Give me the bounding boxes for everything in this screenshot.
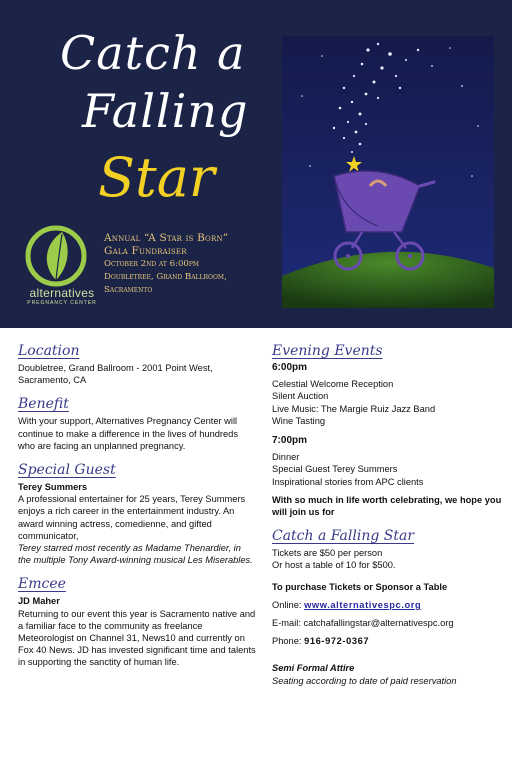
benefit-text: With your support, Alternatives Pregnancy Center will continue to make a difference in the lives of hundreds who are facing an unplanned pregnancy. — [18, 416, 238, 451]
ticket-price: Tickets are $50 per person — [272, 548, 383, 559]
event-item: Special Guest Terey Summers — [272, 464, 398, 475]
seating-text: Seating according to date of paid reservation — [272, 675, 457, 686]
website-link[interactable]: www.alternativespc.org — [304, 599, 422, 610]
guest-name: Terey Summers — [18, 482, 88, 493]
time-7pm: 7:00pm — [272, 435, 308, 447]
online-line — [272, 599, 504, 611]
left-column — [18, 342, 256, 669]
event-info — [104, 232, 272, 297]
emcee-name: JD Maher — [18, 596, 60, 607]
event-line-5: Sacramento — [104, 285, 153, 295]
event-item: Celestial Welcome Reception — [272, 379, 394, 390]
event-item: Silent Auction — [272, 391, 329, 402]
online-label: Online: — [272, 599, 302, 610]
right-column — [272, 342, 504, 687]
evening-events-heading: Evening Events — [272, 343, 383, 359]
tickets-heading: Catch a Falling Star — [272, 528, 415, 545]
title-line-1: Catch a — [60, 26, 246, 80]
baby-carriage-night-illustration — [282, 36, 494, 308]
benefit-heading: Benefit — [18, 396, 69, 413]
purchase-heading: To purchase Tickets or Sponsor a Table — [272, 581, 448, 592]
phone-line — [272, 635, 504, 647]
logo-wordmark: alternatives — [29, 286, 95, 300]
event-item: Wine Tasting — [272, 415, 326, 426]
logo-subtext: PREGNANCY CENTER — [27, 300, 97, 306]
event-line-4: Doubletree, Grand Ballroom, — [104, 272, 227, 282]
guest-bio: A professional entertainer for 25 years, Terey Summers enjoys a rich career in the entertainment industry. An award winning actress, comedienne, and gifted communicator, — [18, 494, 246, 541]
emcee-bio: Returning to our event this year is Sacramento native and a familiar face to the community as freelance Meteorologist on Channel 31, News10 and currently on Fox 40 News. JD has invested significant time and talents in supporting the sanctity of human life. — [18, 608, 256, 668]
guest-bio-italic: Terey starred most recently as Madame Thenardier, in the multiple Tony Award-winning musical Les Miserables. — [18, 543, 253, 566]
closing-text: With so much in life worth celebrating, we hope you will join us for — [272, 494, 502, 518]
event-item: Inspirational stories from APC clients — [272, 476, 424, 487]
event-line-2: Gala Fundraiser — [104, 245, 187, 257]
special-guest-heading: Special Guest — [18, 462, 116, 479]
phone-label: Phone: — [272, 636, 302, 647]
phone-number: 916-972-0367 — [304, 636, 370, 647]
table-price: Or host a table of 10 for $500. — [272, 560, 396, 571]
time-6pm: 6:00pm — [272, 362, 308, 373]
location-heading: Location — [18, 343, 80, 359]
emcee-heading: Emcee — [18, 576, 66, 593]
location-text: Doubletree, Grand Ballroom - 2001 Point West, Sacramento, CA — [18, 363, 213, 386]
event-line-1: Annual “A Star is Born” — [104, 232, 229, 244]
attire-text: Semi Formal Attire — [272, 663, 355, 674]
event-item: Dinner — [272, 452, 300, 463]
email-line[interactable]: E-mail: catchafallingstar@alternativespc.org — [272, 618, 454, 629]
title-line-2: Falling — [82, 84, 249, 138]
event-item: Live Music: The Margie Ruiz Jazz Band — [272, 403, 436, 414]
header-banner — [0, 0, 512, 328]
title-line-3: Star — [98, 146, 215, 209]
event-line-3: October 2nd at 6:00pm — [104, 259, 200, 269]
